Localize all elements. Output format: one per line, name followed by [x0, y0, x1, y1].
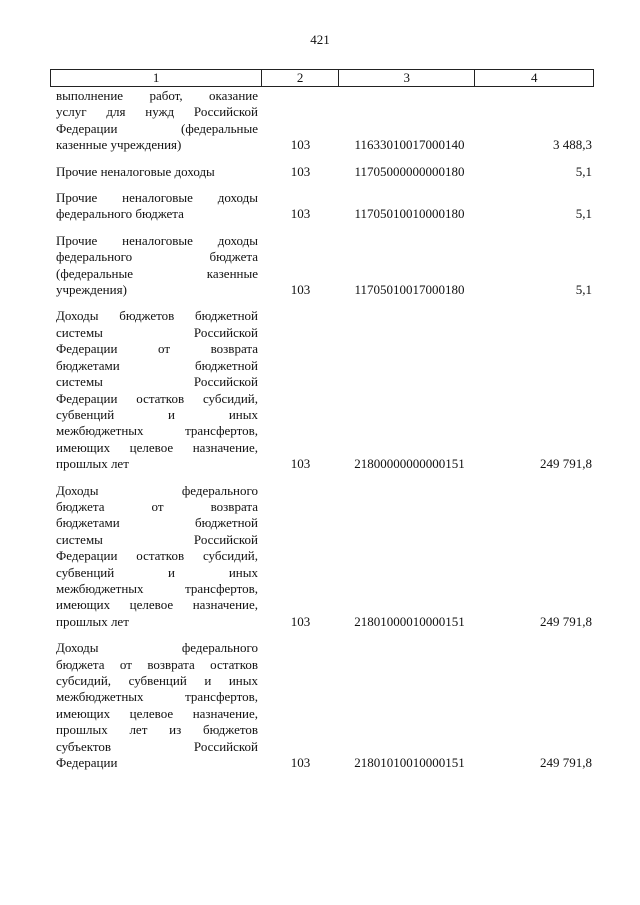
row-amount: 5,1: [575, 282, 592, 298]
row-description: Прочие неналоговые доходы: [56, 163, 215, 179]
row-admin-code: 103: [290, 163, 311, 179]
header-col-2: 2: [262, 70, 339, 86]
row-description: Доходы федерального бюджета от возврата бюджетами бюджетной системы Российской Федерации остатков субсидий, субвенций и иных межбюджетных трансфертов, имеющих целевое назначение, прошлых лет: [56, 482, 258, 629]
table-row: [50, 640, 594, 771]
table-row: [50, 308, 594, 472]
row-admin-code: 103: [290, 206, 311, 222]
row-amount: 249 791,8: [540, 613, 592, 629]
row-amount: 3 488,3: [553, 137, 592, 153]
row-admin-code: 103: [290, 613, 311, 629]
table-row: [50, 164, 594, 180]
row-kbk: 11705010010000180: [354, 206, 465, 222]
row-description: Прочие неналоговые доходы федерального бюджета: [56, 190, 258, 222]
table-body: [50, 88, 594, 771]
row-kbk: 21801010010000151: [354, 755, 465, 771]
table-row: [50, 88, 594, 154]
row-description: Доходы федерального бюджета от возврата остатков субсидий, субвенций и иных межбюджетных трансфертов, имеющих целевое назначение, прошлых лет из бюджетов субъектов Российской Федерации: [56, 640, 258, 771]
row-amount: 5,1: [575, 206, 592, 222]
row-amount: 5,1: [575, 163, 592, 179]
row-kbk: 21800000000000151: [354, 456, 465, 472]
table-row: [50, 190, 594, 223]
row-description: выполнение работ, оказание услуг для нужд Российской Федерации (федеральные казенные учреждения): [56, 88, 258, 153]
row-admin-code: 103: [290, 282, 311, 298]
row-admin-code: 103: [290, 137, 311, 153]
row-amount: 249 791,8: [540, 755, 592, 771]
row-description: Доходы бюджетов бюджетной системы Российской Федерации от возврата бюджетами бюджетной системы Российской Федерации остатков субсидий, субвенций и иных межбюджетных трансфертов, имеющих целевое назначение, прошлых лет: [56, 308, 258, 472]
row-kbk: 11705010017000180: [354, 282, 465, 298]
row-kbk: 11633010017000140: [354, 137, 465, 153]
row-admin-code: 103: [290, 755, 311, 771]
table-header: [50, 69, 594, 87]
header-col-1: 1: [51, 70, 262, 86]
header-col-4: 4: [530, 70, 538, 85]
table-row: [50, 233, 594, 299]
table-row: [50, 483, 594, 631]
page-number: 421: [310, 32, 330, 47]
row-description: Прочие неналоговые доходы федерального бюджета (федеральные казенные учреждения): [56, 232, 258, 298]
row-admin-code: 103: [290, 456, 311, 472]
row-amount: 249 791,8: [540, 456, 592, 472]
row-kbk: 11705000000000180: [354, 163, 465, 179]
header-col-3: 3: [339, 70, 476, 86]
row-kbk: 21801000010000151: [354, 613, 465, 629]
